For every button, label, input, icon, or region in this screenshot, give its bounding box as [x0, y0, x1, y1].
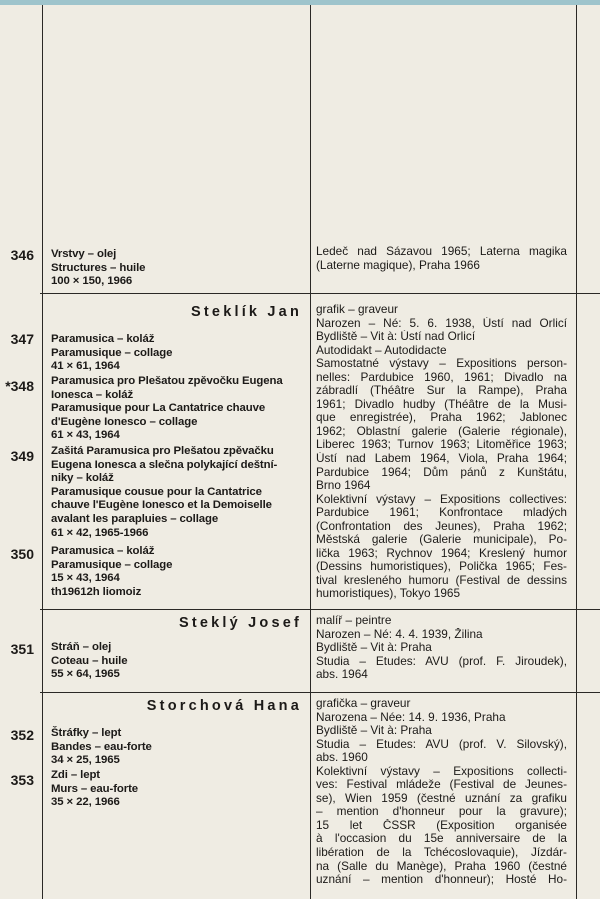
column-rule-middle	[310, 5, 311, 899]
separator-stekly	[40, 609, 600, 610]
artwork-line: 55 × 64, 1965	[51, 668, 120, 681]
bio-storchova	[316, 697, 567, 887]
artwork-line: Paramusique pour La Cantatrice chauve	[51, 402, 266, 415]
bio-line: (Dessins humoristiques), Polička 1965; Fes-	[316, 560, 567, 574]
artwork-line: 35 × 22, 1966	[51, 796, 120, 809]
artwork-line: 34 × 25, 1965	[51, 754, 120, 767]
bio-line: Brno 1964	[316, 479, 371, 493]
catalog-number: 350	[10, 546, 34, 562]
bio-line: Ledeč nad Sázavou 1965; Laterna magika	[316, 245, 567, 258]
top-edge-strip	[0, 0, 600, 5]
artwork-line: Coteau – huile	[51, 654, 128, 667]
artwork-line: Paramusique cousue pour la Cantatrice	[51, 485, 262, 498]
bio-line: – mention d'honneur pour la gravure);	[316, 805, 567, 819]
bio-line: Narozena – Née: 14. 9. 1936, Praha	[316, 710, 506, 724]
bio-line: Pardubice 1964; Dům pánů z Kunštátu,	[316, 465, 567, 479]
bio-line: grafik – graveur	[316, 303, 398, 316]
artwork-line: Zdi – lept	[51, 769, 100, 781]
bio-line: zábradlí (Théâtre Sur la Rampe), Praha	[316, 384, 567, 398]
bio-line: Bydliště – Vit à: Praha	[316, 641, 432, 655]
column-rule-left	[42, 5, 43, 899]
bio-line: (Laterne magique), Praha 1966	[316, 258, 480, 272]
catalog-number: 346	[10, 247, 34, 263]
artwork-line: Paramusica pro Plešatou zpěvočku Eugena	[51, 375, 283, 387]
bio-line: nelles: Pardubice 1960, 1961; Divadlo na	[316, 370, 567, 384]
bio-line: Ústí nad Labem 1964, Viola, Praha 1964;	[316, 452, 567, 466]
artwork-line: Bandes – eau-forte	[51, 740, 152, 753]
bio-steklik	[316, 303, 567, 601]
artwork-line: d'Eugène Ionesco – collage	[51, 415, 198, 428]
catalog-number: 347	[10, 331, 34, 347]
artwork-line: 100 × 150, 1966	[51, 275, 133, 288]
bio-line: Liberec 1963; Turnov 1963; Litoměřice 1963;	[316, 438, 567, 452]
bio-line: tival kresleného humoru (Festival de dessins	[316, 573, 567, 587]
artwork-entry-347	[51, 333, 306, 374]
bio-line: Městská galerie (Galerie municipale), Po-	[316, 533, 567, 547]
artwork-line: Stráň – olej	[51, 641, 112, 653]
bio-line: libération de la Tchécoslovaquie), Jízdár-	[316, 846, 567, 860]
bio-line: grafička – graveur	[316, 697, 411, 710]
artwork-entry-350	[51, 545, 306, 599]
artist-name-stekly: Steklý Josef	[178, 615, 302, 631]
artwork-line: chauve l'Eugène Ionesco et la Demoiselle	[51, 499, 272, 512]
artwork-line: Eugena Ionesca a slečna polykající deštní-	[51, 458, 278, 471]
artwork-line: 61 × 42, 1965-1966	[51, 526, 149, 539]
bio-line: Studia – Etudes: AVU (prof. F. Jiroudek),	[316, 654, 567, 668]
artwork-line: avalant les parapluies – collage	[51, 512, 219, 525]
bio-line: 15 let ČSSR (Exposition organisée	[316, 818, 567, 832]
catalog-number: 349	[10, 448, 34, 464]
artwork-line: Paramusica – koláž	[51, 545, 155, 557]
artwork-line: Vrstvy – olej	[51, 248, 117, 260]
artwork-line: th19612h liomoiz	[51, 585, 142, 598]
bio-line: abs. 1964	[316, 668, 368, 682]
bio-line: 1962; Oblastní galerie (Galerie régionale),	[316, 424, 567, 438]
bio-line: ves: Festival mládeže (Festival de Jeunes-	[316, 778, 567, 792]
artwork-line: 41 × 61, 1964	[51, 360, 120, 373]
bio-line: (Confrontation des Jeunes), Praha 1962;	[316, 519, 567, 533]
bio-line: Pardubice 1961; Konfrontace mladých	[316, 506, 567, 520]
bio-line: Bydliště – Vit à: Ústí nad Orlicí	[316, 330, 476, 344]
artwork-line: Paramusique – collage	[51, 558, 173, 571]
bio-line: abs. 1960	[316, 751, 368, 765]
artwork-line: 61 × 43, 1964	[51, 429, 120, 442]
bio-line: uznání – mention d'honneur); Hosté Ho-	[316, 873, 567, 887]
separator-storchova	[40, 692, 600, 693]
artwork-entry-348	[51, 375, 306, 443]
bio-stekly	[316, 614, 567, 682]
artist-name-steklik: Steklík Jan	[191, 304, 302, 320]
artwork-line: Structures – huile	[51, 261, 146, 274]
bio-line: Studia – Etudes: AVU (prof. V. Silovský),	[316, 737, 567, 751]
artwork-entry-352	[51, 727, 306, 768]
catalog-number: 353	[10, 772, 34, 788]
bio-line: que enregistrée), Praha 1962; Jablonec	[316, 411, 567, 425]
bio-line: à l'occasion du 15e anniversaire de la	[316, 832, 567, 846]
artwork-line: Paramusique – collage	[51, 346, 173, 359]
catalog-number: *348	[5, 378, 34, 394]
bio-line: se), Wien 1959 (čestné uznání za grafiku	[316, 791, 567, 805]
bio-previous-artist	[316, 245, 567, 272]
artist-name-storchova: Storchová Hana	[146, 698, 302, 714]
bio-line: Kolektivní výstavy – Expositions collecti-	[316, 764, 567, 778]
artwork-entry-349	[51, 445, 306, 540]
column-rule-right	[576, 5, 577, 899]
artwork-line: niky – koláž	[51, 472, 114, 485]
artwork-entry-353	[51, 769, 306, 810]
bio-line: Narozen – Né: 5. 6. 1938, Ústí nad Orlicí	[316, 316, 567, 330]
artwork-line: Murs – eau-forte	[51, 782, 139, 795]
bio-line: na (Salle du Manège), Praha 1960 (čestné	[316, 859, 567, 873]
artwork-line: Ionesca – koláž	[51, 388, 134, 401]
bio-line: lička 1963; Rychnov 1964; Kreslený humor	[316, 546, 567, 560]
bio-line: 1961; Divadlo hudby (Théâtre de la Musi-	[316, 397, 567, 411]
bio-line: Narozen – Né: 4. 4. 1939, Žilina	[316, 627, 483, 641]
artwork-line: Paramusica – koláž	[51, 333, 155, 345]
catalog-number: 351	[10, 641, 34, 657]
artwork-entry-346	[51, 248, 306, 289]
bio-line: malíř – peintre	[316, 614, 392, 627]
bio-line: Samostatné výstavy – Expositions person-	[316, 357, 567, 371]
artwork-line: Zašitá Paramusica pro Plešatou zpěvačku	[51, 445, 274, 457]
catalog-number: 352	[10, 727, 34, 743]
separator-steklik	[40, 293, 600, 294]
bio-line: Autodidakt – Autodidacte	[316, 343, 447, 357]
artwork-entry-351	[51, 641, 306, 682]
bio-line: humoristiques), Tokyo 1965	[316, 587, 461, 601]
artwork-line: Štráfky – lept	[51, 727, 122, 739]
artwork-line: 15 × 43, 1964	[51, 572, 120, 585]
bio-line: Bydliště – Vit à: Praha	[316, 724, 432, 738]
bio-line: Kolektivní výstavy – Expositions collectives:	[316, 492, 567, 506]
